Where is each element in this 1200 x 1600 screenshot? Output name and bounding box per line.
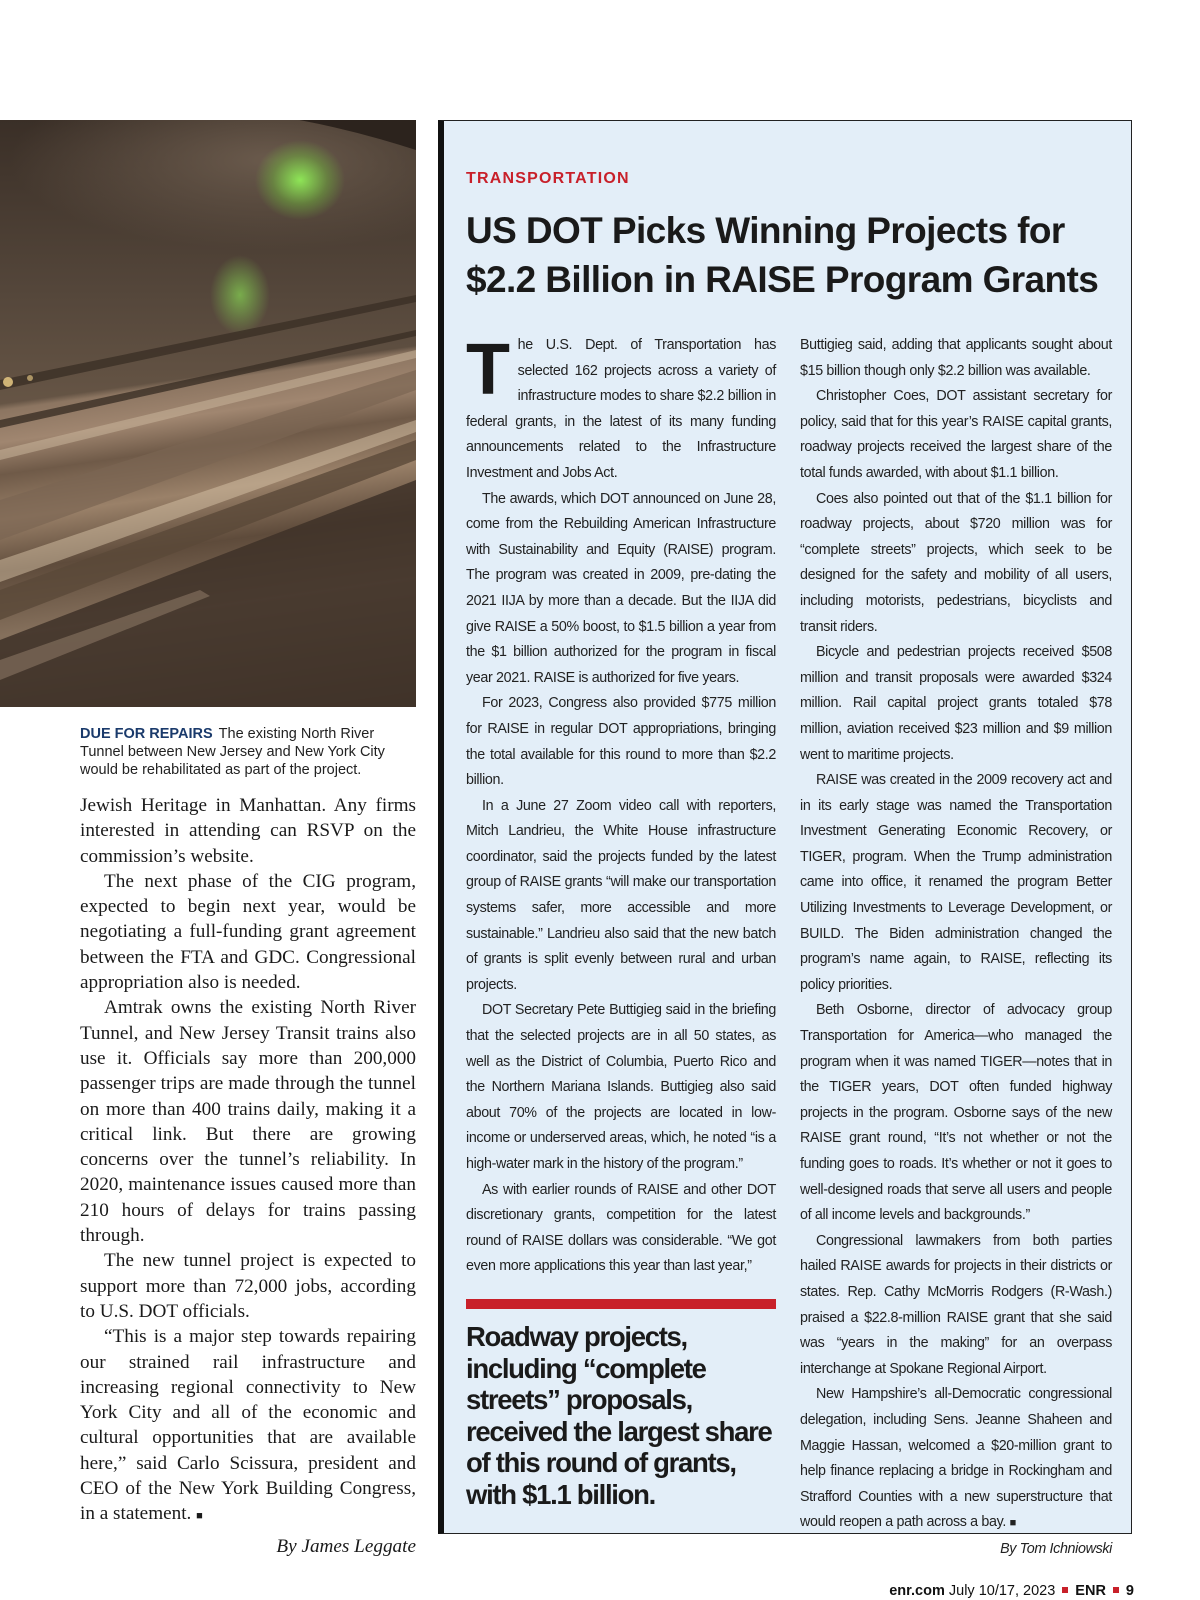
left-paragraph: The next phase of the CIG program, expected to begin next year, would be negotiating a full-funding grant agreement between the FTA and GDC. Congressional appropriation also is needed. [80, 870, 416, 994]
caption-lead: DUE FOR REPAIRS [80, 726, 213, 742]
page-number: 9 [1125, 1583, 1134, 1599]
article-paragraph: The awards, which DOT announced on June 28, come from the Rebuilding American Infrastructure with Sustainability and Equity (RAISE) program. The program was created in 2009, pre-dating the 2021 IIJA by more than a decade. But the IIJA did give RAISE a 50% boost, to $1.5 billion a year from the $1 billion authorized for the program in fiscal year 2021. RAISE is authorized for five years. [466, 490, 776, 686]
footer-date: July 10/17, 2023 [948, 1583, 1056, 1599]
article-paragraph: Congressional lawmakers from both parties hailed RAISE awards for projects in their districts or states. Rep. Cathy McMorris Rodgers (R-Wash.) praised a $22.8-million RAISE grant that she said was “years in the making” for an overpass interchange at Spokane Regional Airport. [800, 1232, 1112, 1377]
article-paragraph: RAISE was created in the 2009 recovery act and in its early stage was named the Transportation Investment Generating Economic Recovery, or TIGER, program. When the Trump administration came into office, it renamed the program Better Utilizing Investments to Leverage Development, or BUILD. The Biden administration changed the program’s name again, to RAISE, reflecting its policy priorities. [800, 772, 1112, 993]
article-byline: By Tom Ichniowski [1000, 1540, 1112, 1557]
caption-text: The existing North River Tunnel between New Jersey and New York City would be rehabilitated as part of the project. [80, 726, 385, 778]
pull-quote: Roadway projects, including “complete streets” proposals, received the largest share of this round of grants, with $1.1 billion. [466, 1321, 772, 1510]
drop-cap: T [466, 330, 510, 410]
left-paragraph [80, 1324, 416, 1529]
article-paragraph [466, 330, 776, 487]
tunnel-photo-illustration [0, 120, 416, 707]
article-paragraph: For 2023, Congress also provided $775 million for RAISE in regular DOT appropriations, bringing the total available for this round to more than $2.2 billion. [466, 695, 776, 789]
article-paragraph [800, 1382, 1112, 1537]
article-column-a [466, 330, 776, 1280]
article-paragraph-text: he U.S. Dept. of Transportation has selected 162 projects across a variety of infrastructure modes to share $2.2 billion in federal grants, in the latest of its many funding announcements related to the Infrastructure Investment and Jobs Act. [466, 337, 776, 481]
pull-quote-bar [466, 1299, 776, 1309]
footer-site: enr.com [889, 1583, 945, 1599]
article-paragraph: DOT Secretary Pete Buttigieg said in the briefing that the selected projects are in all 50 states, as well as the District of Columbia, Puerto Rico and the Northern Mariana Islands. Buttigieg also said about 70% of the projects are located in low-income or underserved areas, which, he noted “is a high-water mark in the history of the program.” [466, 1002, 776, 1172]
article-paragraph: Buttigieg said, adding that applicants sought about $15 billion though only $2.2 billion was available. [800, 337, 1112, 379]
article-paragraph: Christopher Coes, DOT assistant secretary for policy, said that for this year’s RAISE capital grants, roadway projects received the largest share of the total funds awarded, with about $1.1 billion. [800, 388, 1112, 481]
article-paragraph: Coes also pointed out that of the $1.1 billion for roadway projects, about $720 million was for “complete streets” projects, which seek to be designed for the safety and mobility of all users, including motorists, pedestrians, bicyclists and transit riders. [800, 490, 1112, 635]
headline-line-1: US DOT Picks Winning Projects for [466, 210, 1065, 251]
end-mark-icon: ■ [1009, 1517, 1016, 1530]
end-mark-icon: ■ [196, 1510, 203, 1523]
square-bullet-icon [1113, 1587, 1119, 1593]
left-byline: By James Leggate [276, 1535, 416, 1557]
article-paragraph: Bicycle and pedestrian projects received $508 million and transit proposals were awarded $324 million. Rail capital project grants totaled $78 million, aviation received $23 million and $9 million went to maritime projects. [800, 644, 1112, 763]
left-paragraph-text: “This is a major step towards repairing our strained rail infrastructure and increasing regional connectivity to New York City and all of the economic and cultural opportunities that are available here,” said Carlo Scissura, president and CEO of the New York Building Congress, in a statement. [80, 1326, 416, 1525]
footer-brand: ENR [1075, 1583, 1106, 1599]
article-paragraph-text: New Hampshire’s all-Democratic congressional delegation, including Sens. Jeanne Shaheen and Maggie Hassan, welcomed a $20-million grant to help finance replacing a bridge in Rockingham and Strafford Counties with a new superstructure that would reopen a path across a bay. [800, 1386, 1112, 1531]
article-headline [466, 206, 1116, 304]
page-footer [889, 1583, 1134, 1599]
left-paragraph: Amtrak owns the existing North River Tunnel, and New Jersey Transit trains also use it. Officials say more than 200,000 passenger trips are made through the tunnel on more than 400 trains daily, making it a critical link. But there are growing concerns over the tunnel’s reliability. In 2020, maintenance issues caused more than 210 hours of delays for trains passing through. [80, 997, 416, 1247]
article-paragraph: As with earlier rounds of RAISE and other DOT discretionary grants, competition for the latest round of RAISE dollars was considerable. “We got even more applications this year than last year,” [466, 1181, 776, 1275]
headline-line-2: $2.2 Billion in RAISE Program Grants [466, 259, 1099, 300]
photo-caption [80, 725, 415, 779]
left-paragraph: Jewish Heritage in Manhattan. Any firms interested in attending can RSVP on the commission’s website. [80, 795, 416, 867]
article-kicker: TRANSPORTATION [466, 170, 630, 187]
article-paragraph: In a June 27 Zoom video call with reporters, Mitch Landrieu, the White House infrastructure coordinator, said the projects funded by the latest group of RAISE grants “will make our transportation systems safer, more accessible and more sustainable.” Landrieu also said that the new batch of grants is split evenly between rural and urban projects. [466, 797, 776, 993]
square-bullet-icon [1062, 1587, 1068, 1593]
article-paragraph: Beth Osborne, director of advocacy group Transportation for America—who managed the program when it was named TIGER—notes that in the TIGER years, DOT often funded highway projects in the program. Osborne says of the new RAISE grant round, “It’s not whether or not the funding goes to roads. It’s whether or not it goes to well-designed roads that serve all users and people of all income levels and backgrounds.” [800, 1002, 1112, 1224]
left-paragraph: The new tunnel project is expected to support more than 72,000 jobs, according to U.S. DOT officials. [80, 1250, 416, 1322]
tunnel-photo [0, 120, 416, 707]
article-column-b [800, 333, 1112, 1563]
left-column-body [80, 793, 416, 1559]
